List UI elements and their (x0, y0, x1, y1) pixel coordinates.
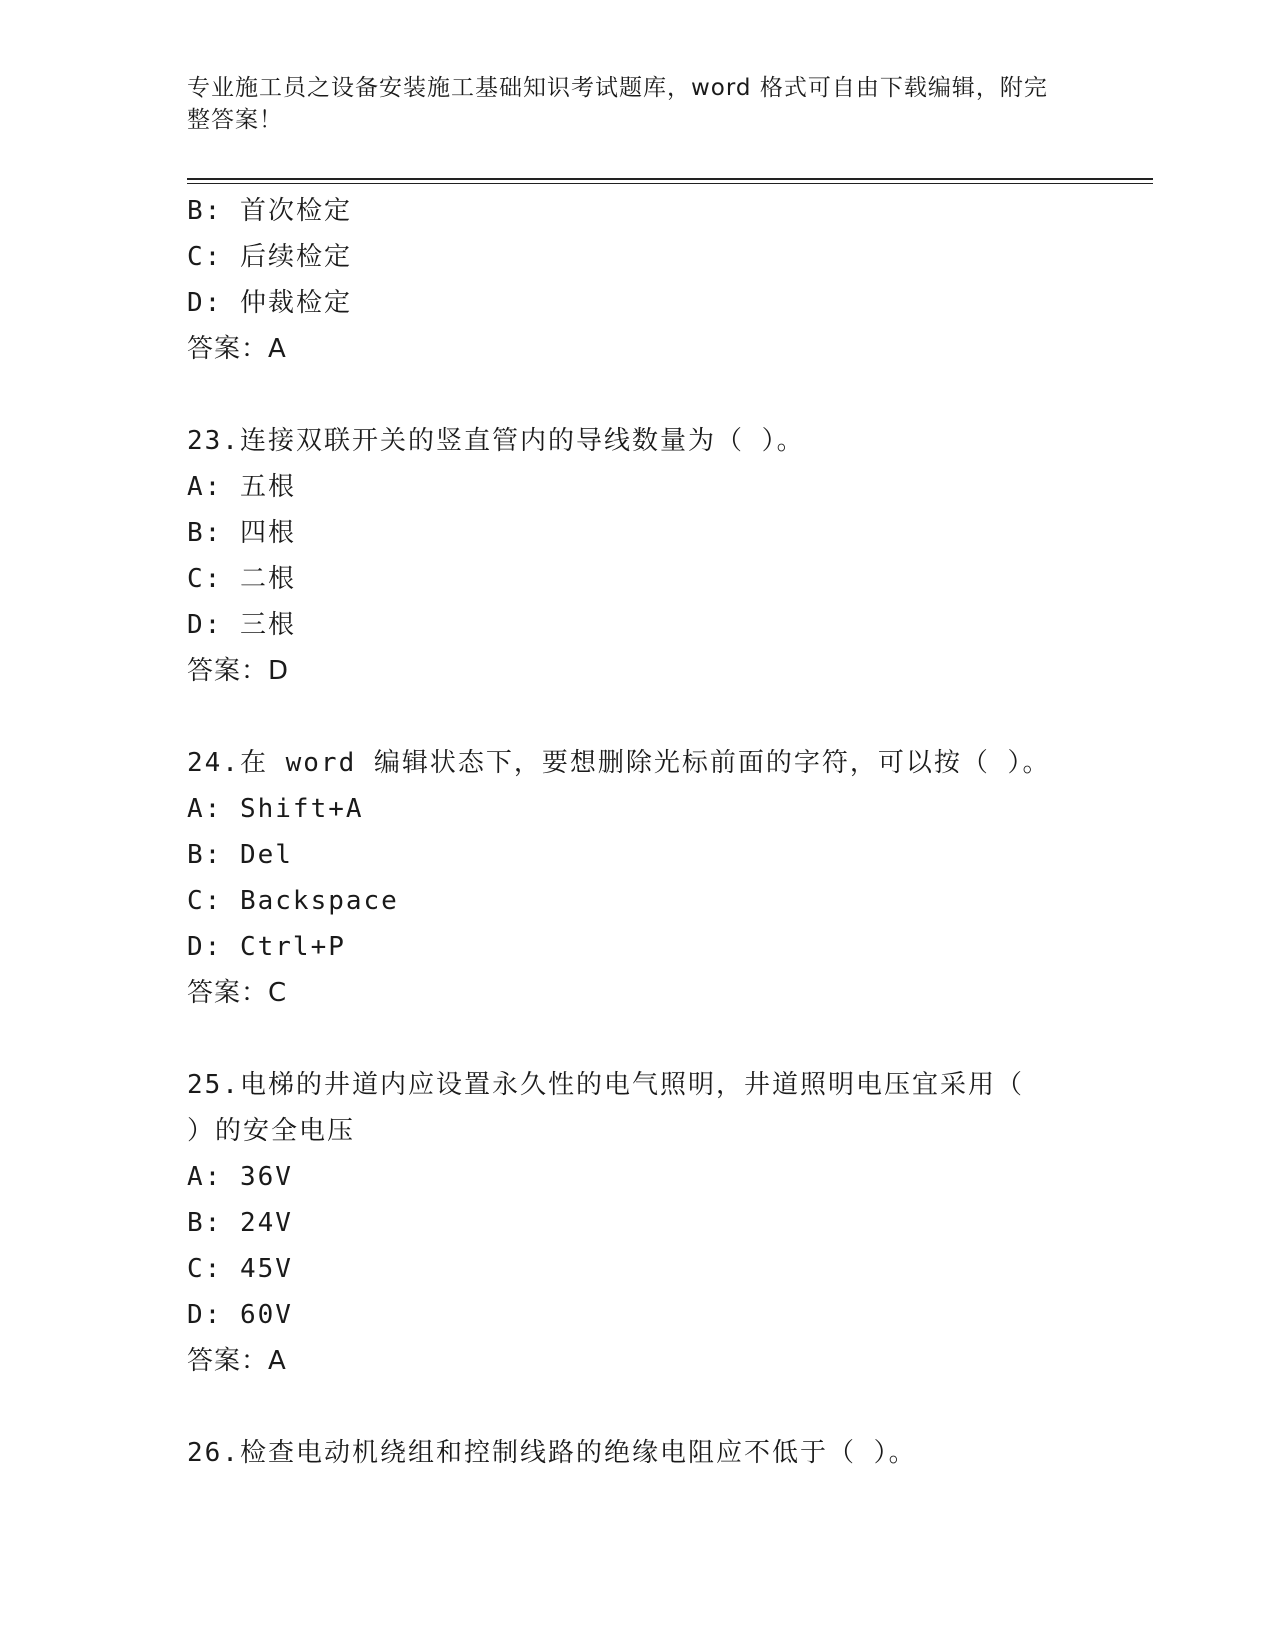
option-c: C: Backspace (187, 886, 399, 916)
question-stem (187, 1062, 1067, 1154)
question-stem: 26.检查电动机绕组和控制线路的绝缘电阻应不低于（ ）。 (187, 1438, 917, 1468)
question-stem: 24.在 word 编辑状态下，要想删除光标前面的字符，可以按（ ）。 (187, 748, 1051, 778)
spacer (187, 1384, 1067, 1430)
option-b: B: 24V (187, 1208, 293, 1238)
question-23 (187, 418, 1067, 694)
option-a: A: 五根 (187, 472, 296, 502)
header-line-1: 专业施工员之设备安装施工基础知识考试题库，word 格式可自由下载编辑，附完 (187, 75, 1048, 101)
option-d: D: 仲裁检定 (187, 288, 352, 318)
header-divider-thick (187, 178, 1153, 180)
document-header (187, 72, 1067, 136)
question-list (187, 188, 1067, 1476)
option-d: D: 60V (187, 1300, 293, 1330)
question-22 (187, 188, 1067, 372)
option-d: D: 三根 (187, 610, 296, 640)
option-b: B: 四根 (187, 518, 296, 548)
answer: 答案：A (187, 1346, 287, 1376)
question-stem: 23.连接双联开关的竖直管内的导线数量为（ ）。 (187, 426, 805, 456)
spacer (187, 1016, 1067, 1062)
header-divider-thin (187, 183, 1153, 184)
question-stem-line-2: ）的安全电压 (187, 1116, 356, 1146)
option-b: B: Del (187, 840, 293, 870)
option-a: A: Shift+A (187, 794, 364, 824)
option-a: A: 36V (187, 1162, 293, 1192)
question-26 (187, 1430, 1067, 1476)
spacer (187, 694, 1067, 740)
option-c: C: 后续检定 (187, 242, 352, 272)
answer: 答案：D (187, 656, 290, 686)
option-c: C: 二根 (187, 564, 296, 594)
option-d: D: Ctrl+P (187, 932, 346, 962)
header-line-2: 整答案！ (187, 107, 283, 133)
question-24 (187, 740, 1067, 1016)
answer: 答案：C (187, 978, 288, 1008)
option-c: C: 45V (187, 1254, 293, 1284)
option-b: B: 首次检定 (187, 196, 352, 226)
spacer (187, 372, 1067, 418)
question-stem-line-1: 25.电梯的井道内应设置永久性的电气照明，井道照明电压宜采用（ (187, 1070, 1024, 1100)
question-25 (187, 1062, 1067, 1384)
answer: 答案：A (187, 334, 287, 364)
